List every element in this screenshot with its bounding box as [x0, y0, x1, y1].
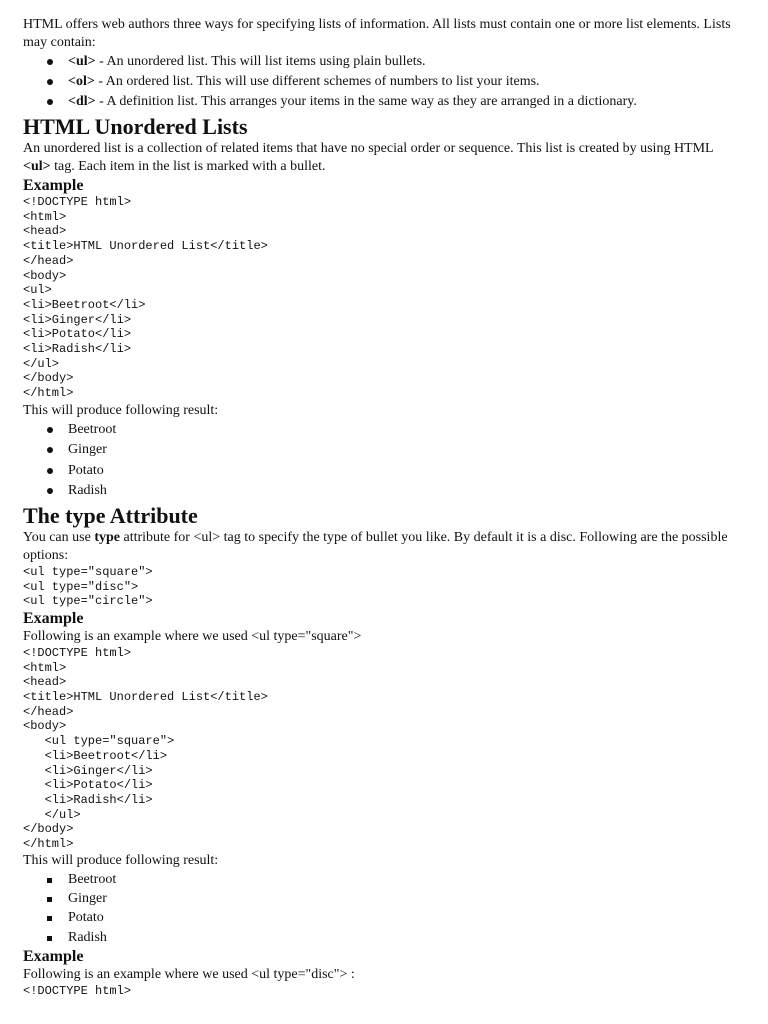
list-item-desc: - A definition list. This arranges your items in the same way as they are arranged in a dictionary. [95, 94, 637, 109]
para-text: attribute for <ul> tag to specify the type of bullet you like. By default it is a disc. Following are the possible options: [23, 529, 728, 563]
result-list [23, 420, 735, 502]
example-heading: Example [23, 947, 84, 965]
example-heading: Example [23, 177, 84, 194]
list-item: Ginger [23, 440, 735, 461]
para-tag: <ul> [23, 159, 51, 174]
list-item: Radish [23, 928, 735, 947]
document-page [23, 16, 735, 999]
list-item: Ginger [23, 889, 735, 908]
list-item-desc: - An unordered list. This will list items using plain bullets. [95, 54, 426, 69]
list-types-list [23, 52, 735, 112]
list-item-desc: - An ordered list. This will use different schemes of numbers to list your items. [94, 74, 540, 89]
unordered-paragraph [23, 140, 735, 176]
para-bold: type [94, 529, 120, 545]
list-item: Potato [23, 461, 735, 482]
list-item: Potato [23, 908, 735, 927]
example-text: Following is an example where we used <ul type="square"> [23, 628, 362, 644]
para-text: tag. Each item in the list is marked with a bullet. [50, 159, 326, 174]
list-item-dl [23, 92, 735, 112]
list-item: Radish [23, 481, 735, 502]
result-text: This will produce following result: [23, 402, 219, 418]
list-item: Beetroot [23, 420, 735, 441]
code-block: <!DOCTYPE html> <html> <head> <title>HTML Unordered List</title> </head> <body> <ul> <li>Beetroot</li> <li>Ginger</li> <li>Potato</li> <li>Radish</li> </ul> </body> </html> [23, 195, 268, 401]
para-text: An unordered list is a collection of related items that have no special order or sequence. This list is created by using HTML [23, 141, 714, 156]
list-item: Beetroot [23, 870, 735, 889]
list-item-tag: <dl> [68, 94, 96, 109]
example-text: Following is an example where we used <ul type="disc"> : [23, 966, 355, 982]
list-item-tag: <ul> [68, 54, 96, 69]
unordered-heading: HTML Unordered Lists [23, 114, 248, 139]
list-item-tag: <ol> [68, 74, 95, 89]
result-text: This will produce following result: [23, 852, 219, 868]
options-code-block: <ul type="square"> <ul type="disc"> <ul type="circle"> [23, 564, 153, 609]
para-text: You can use [23, 529, 95, 545]
intro-paragraph: HTML offers web authors three ways for specifying lists of information. All lists must contain one or more list elements. Lists may contain: [23, 17, 731, 50]
list-item-ul [23, 52, 735, 72]
example-heading: Example [23, 609, 84, 627]
list-item-ol [23, 72, 735, 92]
type-attribute-heading: The type Attribute [23, 502, 198, 528]
square-result-list [23, 870, 735, 947]
code-block: <!DOCTYPE html> <html> <head> <title>HTML Unordered List</title> </head> <body> <ul type="square"> <li>Beetroot</li> <li>Ginger</li> <li>Potato</li> <li>Radish</li> </ul> </body> </html> [23, 645, 268, 852]
code-block: <!DOCTYPE html> [23, 983, 132, 998]
type-attribute-paragraph [23, 529, 735, 565]
